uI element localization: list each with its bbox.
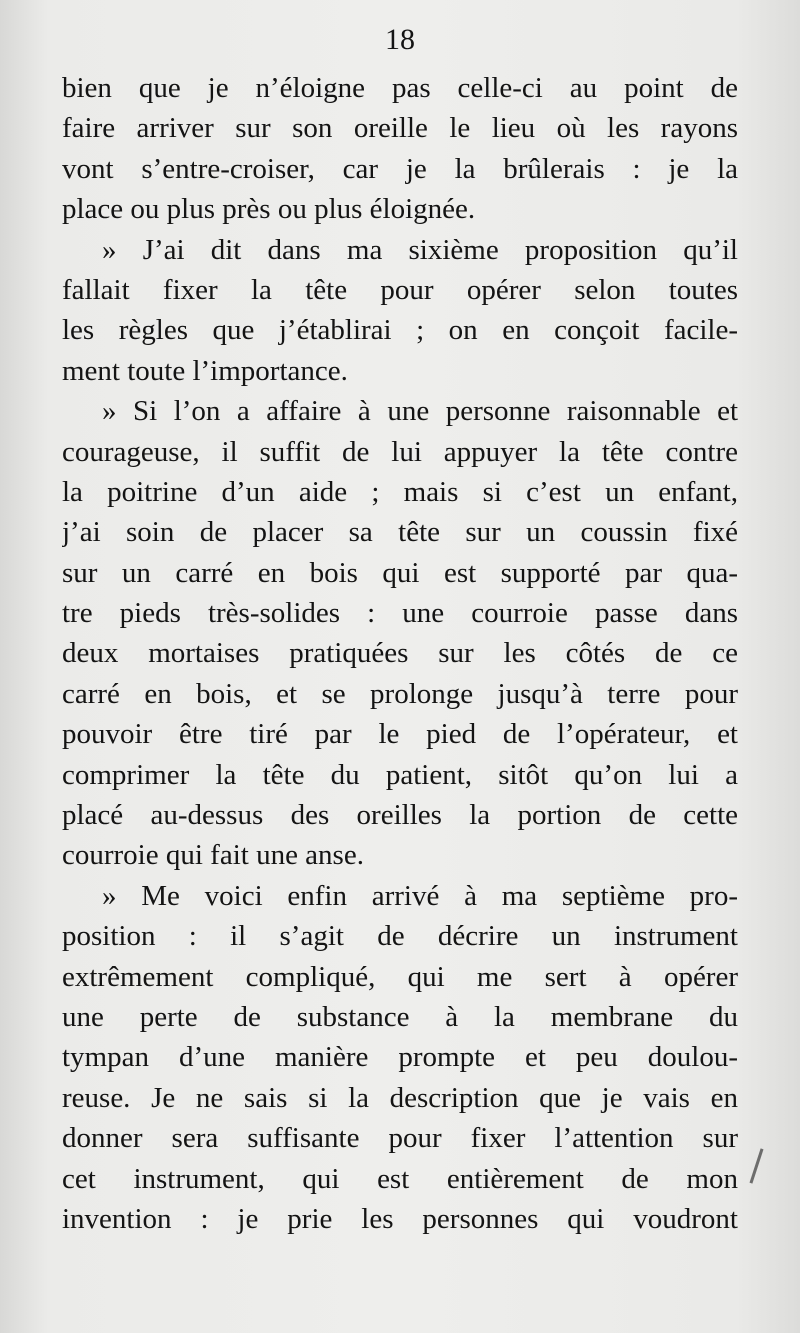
text-line: comprimer la tête du patient, sitôt qu’on lui a [62,758,738,791]
text-line: fallait fixer la tête pour opérer selon toutes [62,273,738,306]
text-line: sur un carré en bois qui est supporté par qua- [62,556,738,589]
text-line: placé au-dessus des oreilles la portion de cette [62,799,738,832]
text-line: cet instrument, qui est entièrement de mon [62,1162,738,1195]
page-number: 18 [385,23,415,56]
margin-pencil-mark [750,1148,764,1183]
text-line: la poitrine d’un aide ; mais si c’est un enfant, [62,475,738,508]
text-line: j’ai soin de placer sa tête sur un coussin fixé [62,516,738,549]
text-line: une perte de substance à la membrane du [62,1000,738,1033]
text-line: faire arriver sur son oreille le lieu où les rayons [62,112,738,145]
text-line: tre pieds très-solides : une courroie passe dans [62,597,738,630]
text-line: courageuse, il suffit de lui appuyer la tête contre [62,435,738,468]
text-line: position : il s’agit de décrire un instrument [62,920,738,953]
text-line: invention : je prie les personnes qui voudront [62,1202,738,1235]
text-line: donner sera suffisante pour fixer l’attention sur [62,1122,738,1155]
text-line: courroie qui fait une anse. [62,839,364,872]
text-line: carré en bois, et se prolonge jusqu’à terre pour [62,677,738,710]
text-line: » Me voici enfin arrivé à ma septième pro- [102,879,738,912]
text-line: reuse. Je ne sais si la description que je vais en [62,1081,738,1114]
text-line: tympan d’une manière prompte et peu doulou- [62,1041,738,1074]
text-line: vont s’entre-croiser, car je la brûlerais : je la [62,152,738,185]
text-line: les règles que j’établirai ; on en conçoit facile- [62,314,738,347]
text-line: deux mortaises pratiquées sur les côtés de ce [62,637,738,670]
text-line: » Si l’on a affaire à une personne raisonnable et [102,395,738,428]
text-line: » J’ai dit dans ma sixième proposition qu’il [102,233,738,266]
text-line: extrêmement compliqué, qui me sert à opérer [62,960,738,993]
text-line: place ou plus près ou plus éloignée. [62,193,476,226]
text-line: bien que je n’éloigne pas celle-ci au point de [62,72,738,104]
text-line: ment toute l’importance. [62,354,348,387]
text-line: pouvoir être tiré par le pied de l’opérateur, et [62,718,738,751]
body-text [62,68,738,1239]
